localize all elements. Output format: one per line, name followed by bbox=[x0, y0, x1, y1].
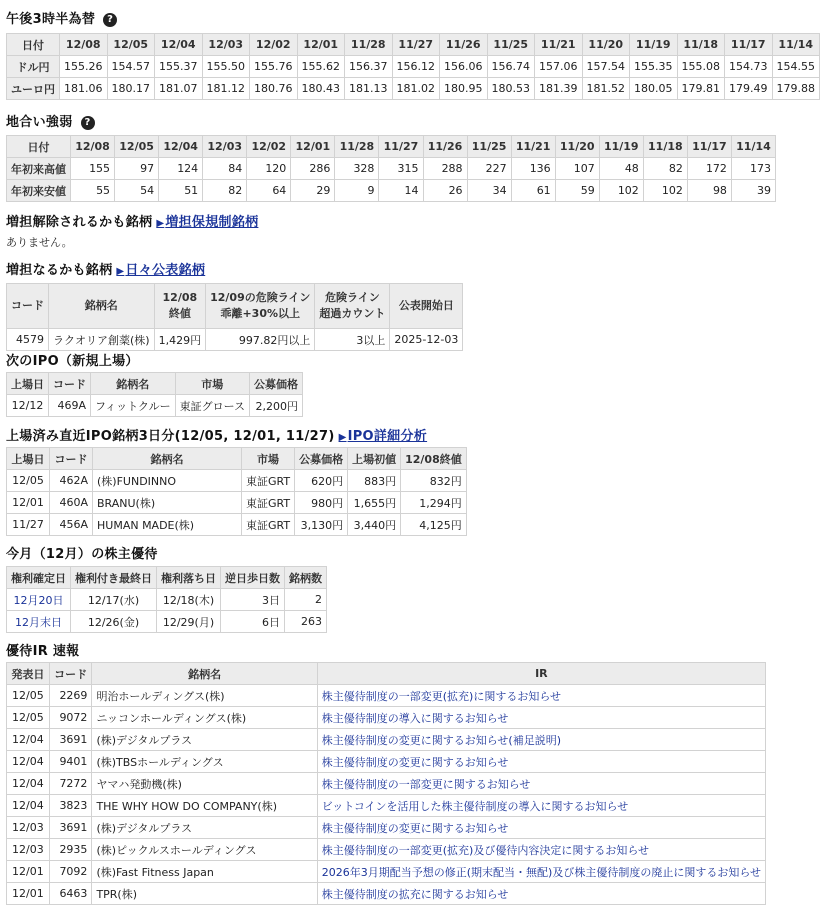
fx-date-header: 11/14 bbox=[772, 34, 820, 56]
fx-value: 179.88 bbox=[772, 78, 820, 100]
column-header: 公募価格 bbox=[250, 373, 303, 395]
table-cell[interactable]: 株主優待制度の拡充に関するお知らせ bbox=[317, 883, 765, 905]
strength-date-header: 11/20 bbox=[555, 136, 599, 158]
table-cell: 9401 bbox=[49, 751, 92, 773]
column-header: コード bbox=[50, 448, 93, 470]
table-cell: (株)Fast Fitness Japan bbox=[92, 861, 317, 883]
table-cell: 456A bbox=[50, 514, 93, 536]
fx-value: 181.13 bbox=[345, 78, 393, 100]
column-header: 銘柄数 bbox=[285, 567, 327, 589]
table-cell[interactable]: 12月20日 bbox=[7, 589, 71, 611]
table-cell: 12/04 bbox=[7, 751, 50, 773]
column-header-line: 乖離+30%以上 bbox=[220, 307, 301, 320]
table-cell: 12/17(水) bbox=[71, 589, 157, 611]
fx-value: 180.53 bbox=[487, 78, 535, 100]
table-cell: 12/26(金) bbox=[71, 611, 157, 633]
table-row bbox=[7, 514, 467, 536]
fx-date-header: 11/17 bbox=[725, 34, 773, 56]
table-row bbox=[7, 817, 766, 839]
table-row bbox=[7, 470, 467, 492]
table-cell: 3以上 bbox=[315, 329, 390, 351]
fx-date-header: 12/04 bbox=[155, 34, 203, 56]
strength-row-label: 年初来安値 bbox=[7, 180, 71, 202]
table-cell: 12/03 bbox=[7, 817, 50, 839]
table-cell: 12/05 bbox=[7, 470, 50, 492]
table-row bbox=[7, 180, 776, 202]
table-cell: 6463 bbox=[49, 883, 92, 905]
fx-date-header: 11/18 bbox=[677, 34, 725, 56]
table-cell: 7092 bbox=[49, 861, 92, 883]
margin-release-title-text: 増担解除されるかも銘柄 bbox=[6, 215, 153, 230]
table-cell: (株)デジタルプラス bbox=[92, 729, 317, 751]
table-cell: 3,130円 bbox=[295, 514, 348, 536]
table-cell: 3,440円 bbox=[348, 514, 401, 536]
fx-value: 181.12 bbox=[202, 78, 250, 100]
strength-value: 286 bbox=[291, 158, 335, 180]
fx-value: 180.17 bbox=[107, 78, 155, 100]
fx-value: 156.37 bbox=[345, 56, 393, 78]
strength-value: 82 bbox=[203, 180, 247, 202]
fx-value: 181.02 bbox=[392, 78, 440, 100]
strength-value: 172 bbox=[687, 158, 731, 180]
triangle-right-icon: ▶ bbox=[338, 432, 347, 443]
table-cell[interactable]: 株主優待制度の一部変更に関するお知らせ bbox=[317, 773, 765, 795]
strength-date-header: 11/21 bbox=[511, 136, 555, 158]
column-header: コード bbox=[49, 663, 92, 685]
strength-value: 39 bbox=[731, 180, 775, 202]
table-cell[interactable]: 株主優待制度の変更に関するお知らせ bbox=[317, 817, 765, 839]
strength-date-header: 12/04 bbox=[159, 136, 203, 158]
table-cell: 12/05 bbox=[7, 707, 50, 729]
table-cell: 1,294円 bbox=[401, 492, 467, 514]
margin-add-title-text: 増担なるかも銘柄 bbox=[6, 263, 113, 278]
strength-date-header: 11/17 bbox=[687, 136, 731, 158]
column-header-line: 終値 bbox=[168, 307, 191, 320]
margin-regulation-link[interactable] bbox=[156, 215, 258, 230]
strength-value: 120 bbox=[247, 158, 291, 180]
fx-date-header: 11/20 bbox=[582, 34, 630, 56]
fx-row-label: ドル円 bbox=[7, 56, 60, 78]
fx-table bbox=[6, 33, 820, 100]
fx-value: 181.39 bbox=[535, 78, 583, 100]
strength-value: 98 bbox=[687, 180, 731, 202]
table-row bbox=[7, 685, 766, 707]
fx-date-header: 12/01 bbox=[297, 34, 345, 56]
table-cell: 3823 bbox=[49, 795, 92, 817]
table-row bbox=[7, 589, 327, 611]
strength-value: 34 bbox=[467, 180, 511, 202]
column-header: 銘柄名 bbox=[93, 448, 242, 470]
table-cell[interactable]: 株主優待制度の一部変更(拡充)に関するお知らせ bbox=[317, 685, 765, 707]
column-header: 権利付き最終日 bbox=[71, 567, 157, 589]
table-cell: THE WHY HOW DO COMPANY(株) bbox=[92, 795, 317, 817]
fx-value: 156.12 bbox=[392, 56, 440, 78]
fx-value: 155.08 bbox=[677, 56, 725, 78]
table-cell: 263 bbox=[285, 611, 327, 633]
table-cell: 980円 bbox=[295, 492, 348, 514]
column-header: 権利落ち日 bbox=[157, 567, 221, 589]
fx-date-header: 12/05 bbox=[107, 34, 155, 56]
fx-value: 155.37 bbox=[155, 56, 203, 78]
strength-value: 97 bbox=[115, 158, 159, 180]
table-cell: 11/27 bbox=[7, 514, 50, 536]
daily-disclosure-link-label: 日々公表銘柄 bbox=[125, 263, 206, 278]
fx-row-label: ユーロ円 bbox=[7, 78, 60, 100]
column-header-line: 12/09の危険ライン bbox=[210, 291, 311, 304]
table-row bbox=[7, 729, 766, 751]
column-header-line: 公表開始日 bbox=[398, 299, 454, 312]
fx-value: 154.55 bbox=[772, 56, 820, 78]
strength-title: 地合い強弱 bbox=[6, 115, 73, 130]
fx-value: 157.06 bbox=[535, 56, 583, 78]
triangle-right-icon: ▶ bbox=[116, 266, 125, 277]
table-row bbox=[7, 611, 327, 633]
table-cell: 東証GRT bbox=[242, 492, 295, 514]
strength-date-header: 11/25 bbox=[467, 136, 511, 158]
table-cell: 7272 bbox=[49, 773, 92, 795]
strength-value: 54 bbox=[115, 180, 159, 202]
table-cell: 12/29(月) bbox=[157, 611, 221, 633]
fx-corner: 日付 bbox=[7, 34, 60, 56]
fx-date-header: 11/19 bbox=[630, 34, 678, 56]
table-cell: 1,655円 bbox=[348, 492, 401, 514]
strength-section-title bbox=[6, 111, 95, 130]
column-header: 市場 bbox=[242, 448, 295, 470]
strength-value: 26 bbox=[423, 180, 467, 202]
fx-value: 180.05 bbox=[630, 78, 678, 100]
table-cell: 東証グロース bbox=[175, 395, 249, 417]
strength-date-header: 11/28 bbox=[335, 136, 379, 158]
table-cell: フィットクルー bbox=[91, 395, 176, 417]
fx-value: 156.74 bbox=[487, 56, 535, 78]
fx-value: 180.76 bbox=[250, 78, 298, 100]
table-cell: HUMAN MADE(株) bbox=[93, 514, 242, 536]
strength-value: 124 bbox=[159, 158, 203, 180]
table-cell: 2,200円 bbox=[250, 395, 303, 417]
table-cell: 12/03 bbox=[7, 839, 50, 861]
column-header: 12/08終値 bbox=[401, 448, 467, 470]
column-header-line: 超過カウント bbox=[319, 307, 386, 320]
table-cell: 832円 bbox=[401, 470, 467, 492]
table-row bbox=[7, 78, 820, 100]
strength-value: 173 bbox=[731, 158, 775, 180]
fx-value: 155.76 bbox=[250, 56, 298, 78]
column-header bbox=[206, 284, 315, 329]
fx-date-header: 11/27 bbox=[392, 34, 440, 56]
table-cell: 997.82円以上 bbox=[206, 329, 315, 351]
column-header: 上場日 bbox=[7, 373, 49, 395]
margin-release-empty: ありません。 bbox=[6, 236, 73, 249]
table-cell[interactable]: ビットコインを活用した株主優待制度の導入に関するお知らせ bbox=[317, 795, 765, 817]
strength-date-header: 12/02 bbox=[247, 136, 291, 158]
strength-value: 14 bbox=[379, 180, 423, 202]
strength-value: 64 bbox=[247, 180, 291, 202]
strength-value: 84 bbox=[203, 158, 247, 180]
column-header bbox=[315, 284, 390, 329]
fx-date-header: 11/26 bbox=[440, 34, 488, 56]
column-header: 銘柄名 bbox=[92, 663, 317, 685]
column-header: 発表日 bbox=[7, 663, 50, 685]
table-cell: TPR(株) bbox=[92, 883, 317, 905]
table-cell: 462A bbox=[50, 470, 93, 492]
column-header-line: コード bbox=[11, 299, 44, 312]
strength-value: 102 bbox=[643, 180, 687, 202]
fx-value: 155.26 bbox=[60, 56, 108, 78]
table-row bbox=[7, 751, 766, 773]
fx-value: 180.43 bbox=[297, 78, 345, 100]
strength-value: 328 bbox=[335, 158, 379, 180]
recent-ipo-title bbox=[6, 425, 427, 444]
triangle-right-icon: ▶ bbox=[156, 218, 165, 229]
table-cell: 3691 bbox=[49, 729, 92, 751]
table-cell: 12/04 bbox=[7, 729, 50, 751]
strength-value: 9 bbox=[335, 180, 379, 202]
strength-value: 51 bbox=[159, 180, 203, 202]
recent-ipo-table bbox=[6, 447, 467, 536]
strength-value: 48 bbox=[599, 158, 643, 180]
table-cell: 東証GRT bbox=[242, 514, 295, 536]
column-header: IR bbox=[317, 663, 765, 685]
ir-title: 優待IR 速報 bbox=[6, 644, 80, 659]
fx-date-header: 12/08 bbox=[60, 34, 108, 56]
column-header: 上場初値 bbox=[348, 448, 401, 470]
strength-value: 155 bbox=[71, 158, 115, 180]
table-cell: 2 bbox=[285, 589, 327, 611]
table-cell: 12/01 bbox=[7, 492, 50, 514]
table-cell: 東証GRT bbox=[242, 470, 295, 492]
column-header: 上場日 bbox=[7, 448, 50, 470]
next-ipo-title: 次のIPO（新規上場） bbox=[6, 354, 139, 369]
fx-value: 155.50 bbox=[202, 56, 250, 78]
table-row bbox=[7, 795, 766, 817]
table-cell: 620円 bbox=[295, 470, 348, 492]
margin-add-title bbox=[6, 259, 205, 278]
column-header bbox=[7, 284, 49, 329]
column-header: 公募価格 bbox=[295, 448, 348, 470]
strength-date-header: 11/14 bbox=[731, 136, 775, 158]
fx-value: 179.81 bbox=[677, 78, 725, 100]
table-cell: 2935 bbox=[49, 839, 92, 861]
fx-value: 154.57 bbox=[107, 56, 155, 78]
next-ipo-table bbox=[6, 372, 303, 417]
column-header-line: 危険ライン bbox=[325, 291, 380, 304]
fx-date-header: 11/21 bbox=[535, 34, 583, 56]
strength-date-header: 12/03 bbox=[203, 136, 247, 158]
table-cell[interactable]: ラクオリア創薬(株) bbox=[49, 329, 155, 351]
table-cell: 460A bbox=[50, 492, 93, 514]
table-cell: 6日 bbox=[221, 611, 285, 633]
table-cell: ニッコンホールディングス(株) bbox=[92, 707, 317, 729]
table-row bbox=[7, 839, 766, 861]
table-cell[interactable]: 株主優待制度の導入に関するお知らせ bbox=[317, 707, 765, 729]
fx-date-header: 11/28 bbox=[345, 34, 393, 56]
column-header bbox=[390, 284, 463, 329]
fx-value: 181.06 bbox=[60, 78, 108, 100]
ir-table bbox=[6, 662, 766, 905]
column-header: コード bbox=[49, 373, 91, 395]
strength-value: 61 bbox=[511, 180, 555, 202]
strength-corner: 日付 bbox=[7, 136, 71, 158]
column-header bbox=[49, 284, 155, 329]
margin-add-table bbox=[6, 283, 463, 351]
strength-table bbox=[6, 135, 776, 202]
benefits-table bbox=[6, 566, 327, 633]
column-header: 逆日歩日数 bbox=[221, 567, 285, 589]
table-cell: 明治ホールディングス(株) bbox=[92, 685, 317, 707]
table-cell: (株)デジタルプラス bbox=[92, 817, 317, 839]
strength-value: 107 bbox=[555, 158, 599, 180]
strength-value: 227 bbox=[467, 158, 511, 180]
strength-value: 82 bbox=[643, 158, 687, 180]
strength-value: 136 bbox=[511, 158, 555, 180]
table-cell[interactable]: 株主優待制度の一部変更(拡充)及び優待内容決定に関するお知らせ bbox=[317, 839, 765, 861]
table-cell[interactable]: 株主優待制度の変更に関するお知らせ bbox=[317, 751, 765, 773]
fx-section-title bbox=[6, 8, 117, 27]
strength-date-header: 11/26 bbox=[423, 136, 467, 158]
help-icon[interactable]: ? bbox=[81, 116, 95, 130]
table-cell[interactable]: 12月末日 bbox=[7, 611, 71, 633]
fx-value: 179.49 bbox=[725, 78, 773, 100]
table-cell[interactable]: 2026年3月期配当予想の修正(期末配当・無配)及び株主優待制度の廃止に関するお知らせ bbox=[317, 861, 765, 883]
table-cell: (株)TBSホールディングス bbox=[92, 751, 317, 773]
table-cell: 1,429円 bbox=[154, 329, 206, 351]
table-row bbox=[7, 56, 820, 78]
strength-date-header: 11/19 bbox=[599, 136, 643, 158]
table-cell: 4579 bbox=[7, 329, 49, 351]
help-icon[interactable]: ? bbox=[103, 13, 117, 27]
table-cell: (株)ピックルスホールディングス bbox=[92, 839, 317, 861]
column-header: 権利確定日 bbox=[7, 567, 71, 589]
table-cell: 12/04 bbox=[7, 795, 50, 817]
column-header-line: 12/08 bbox=[162, 291, 198, 304]
table-row bbox=[7, 707, 766, 729]
benefits-title: 今月（12月）の株主優待 bbox=[6, 547, 158, 562]
table-row bbox=[7, 883, 766, 905]
table-cell: 12/04 bbox=[7, 773, 50, 795]
table-row bbox=[7, 158, 776, 180]
table-cell: 12/05 bbox=[7, 685, 50, 707]
strength-value: 59 bbox=[555, 180, 599, 202]
table-cell: 883円 bbox=[348, 470, 401, 492]
table-row bbox=[7, 492, 467, 514]
fx-title: 午後3時半為替 bbox=[6, 12, 96, 27]
fx-value: 155.62 bbox=[297, 56, 345, 78]
ipo-analysis-link[interactable] bbox=[339, 429, 428, 444]
table-cell: 12/12 bbox=[7, 395, 49, 417]
table-cell: 12/01 bbox=[7, 861, 50, 883]
table-row bbox=[7, 773, 766, 795]
fx-date-header: 12/02 bbox=[250, 34, 298, 56]
fx-value: 181.52 bbox=[582, 78, 630, 100]
fx-value: 154.73 bbox=[725, 56, 773, 78]
table-cell: 469A bbox=[49, 395, 91, 417]
strength-date-header: 12/01 bbox=[291, 136, 335, 158]
table-cell: 2269 bbox=[49, 685, 92, 707]
strength-date-header: 12/08 bbox=[71, 136, 115, 158]
table-cell: 2025-12-03 bbox=[390, 329, 463, 351]
table-row bbox=[7, 329, 463, 351]
margin-release-title bbox=[6, 211, 258, 230]
fx-value: 156.06 bbox=[440, 56, 488, 78]
table-cell: 4,125円 bbox=[401, 514, 467, 536]
fx-date-header: 12/03 bbox=[202, 34, 250, 56]
table-cell: ヤマハ発動機(株) bbox=[92, 773, 317, 795]
column-header: 銘柄名 bbox=[91, 373, 176, 395]
table-cell: 12/01 bbox=[7, 883, 50, 905]
table-cell[interactable]: 株主優待制度の変更に関するお知らせ(補足説明) bbox=[317, 729, 765, 751]
ipo-analysis-link-label: IPO詳細分析 bbox=[347, 429, 428, 444]
column-header bbox=[154, 284, 206, 329]
strength-value: 29 bbox=[291, 180, 335, 202]
strength-row-label: 年初来高値 bbox=[7, 158, 71, 180]
column-header: 市場 bbox=[175, 373, 249, 395]
table-row bbox=[7, 861, 766, 883]
ir-table-wrap bbox=[6, 662, 759, 905]
daily-disclosure-link[interactable] bbox=[116, 263, 205, 278]
strength-date-header: 12/05 bbox=[115, 136, 159, 158]
table-cell: (株)FUNDINNO bbox=[93, 470, 242, 492]
strength-value: 102 bbox=[599, 180, 643, 202]
recent-ipo-title-text: 上場済み直近IPO銘柄3日分(12/05, 12/01, 11/27) bbox=[6, 429, 335, 444]
table-cell: 12/18(木) bbox=[157, 589, 221, 611]
table-cell: 3691 bbox=[49, 817, 92, 839]
table-cell: 9072 bbox=[49, 707, 92, 729]
fx-value: 157.54 bbox=[582, 56, 630, 78]
strength-value: 315 bbox=[379, 158, 423, 180]
strength-date-header: 11/18 bbox=[643, 136, 687, 158]
fx-date-header: 11/25 bbox=[487, 34, 535, 56]
strength-table-wrap bbox=[6, 135, 771, 202]
table-row bbox=[7, 395, 303, 417]
table-cell: BRANU(株) bbox=[93, 492, 242, 514]
table-cell: 3日 bbox=[221, 589, 285, 611]
fx-table-wrap bbox=[6, 33, 815, 100]
column-header-line: 銘柄名 bbox=[84, 299, 118, 312]
fx-value: 180.95 bbox=[440, 78, 488, 100]
margin-regulation-link-label: 増担保規制銘柄 bbox=[165, 215, 259, 230]
strength-value: 288 bbox=[423, 158, 467, 180]
strength-date-header: 11/27 bbox=[379, 136, 423, 158]
strength-value: 55 bbox=[71, 180, 115, 202]
fx-value: 181.07 bbox=[155, 78, 203, 100]
fx-value: 155.35 bbox=[630, 56, 678, 78]
